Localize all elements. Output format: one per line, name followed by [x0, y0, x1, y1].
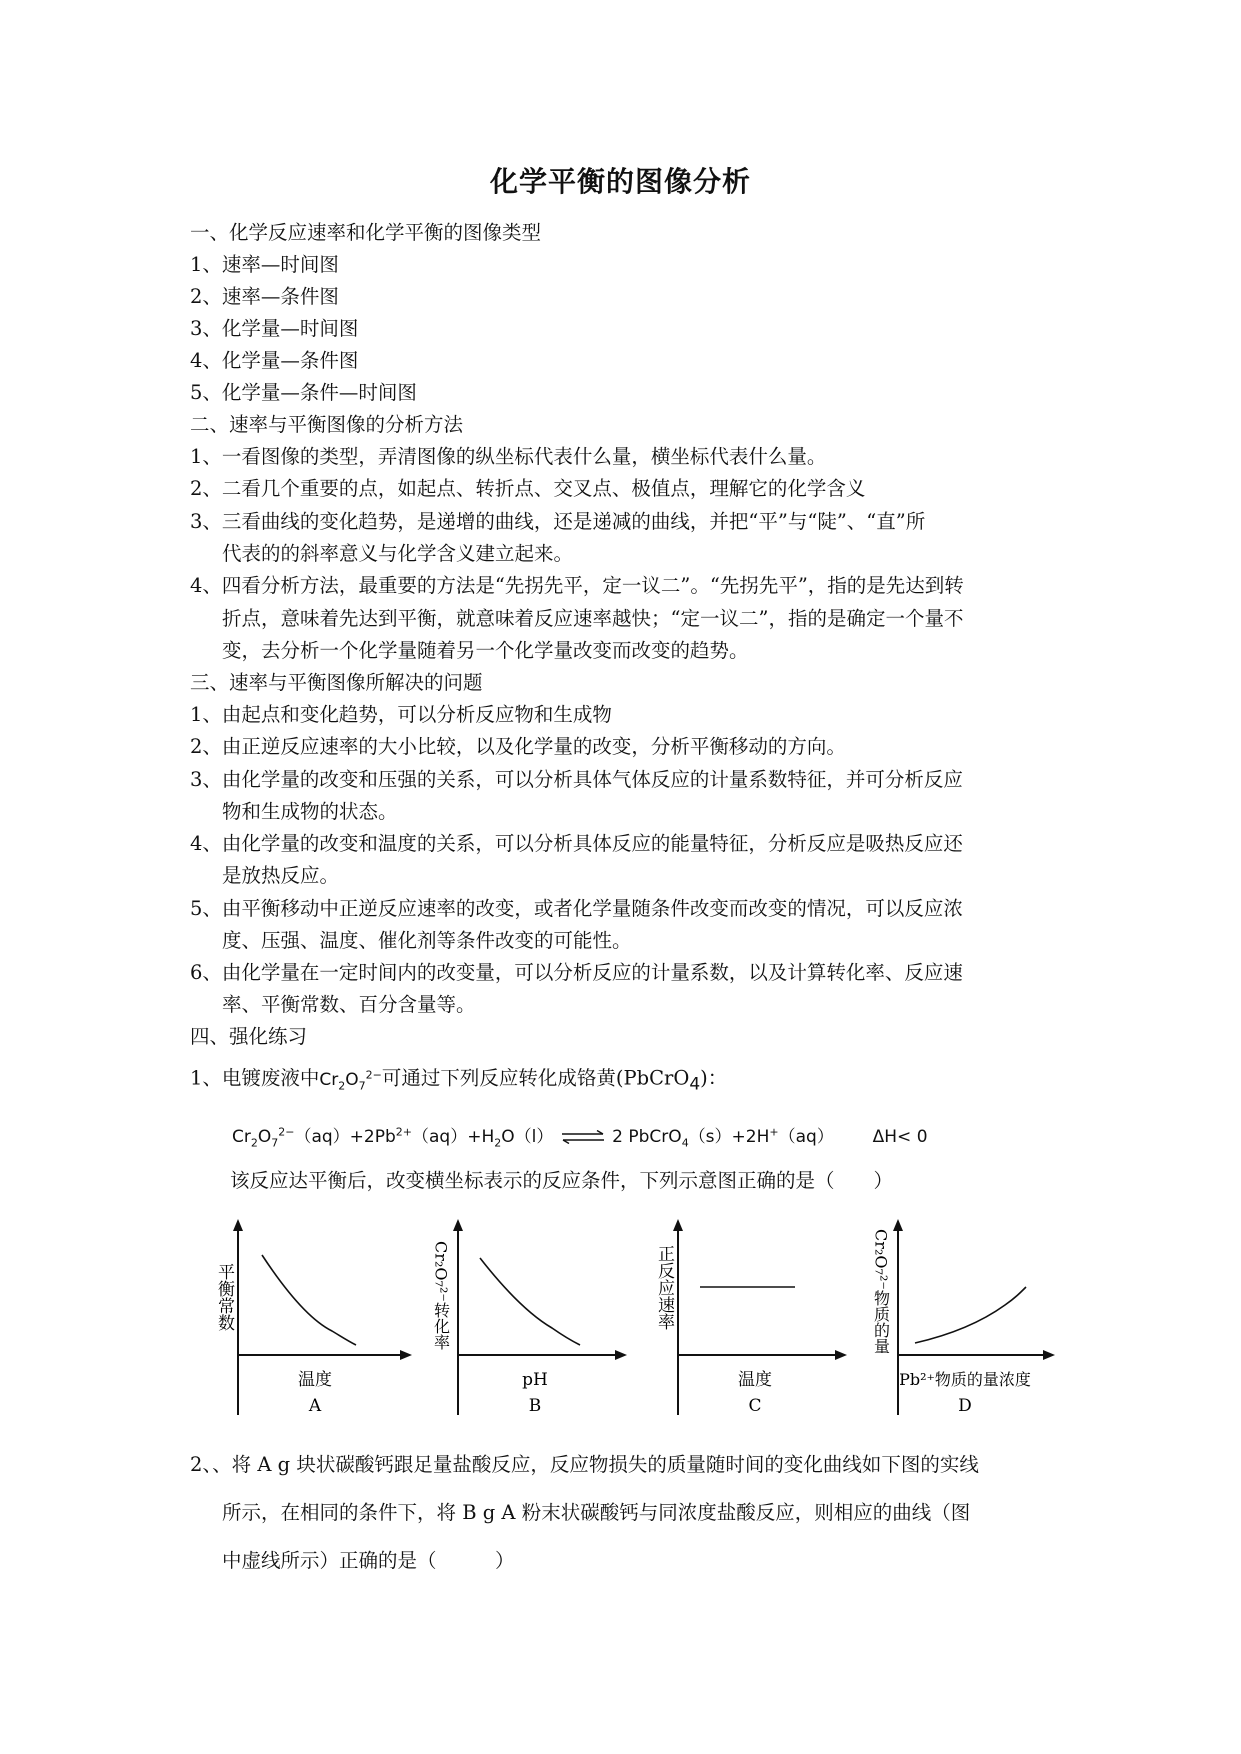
list-item: 4、化学量—条件图: [190, 349, 359, 372]
question-1-line: 1、电镀废液中$Cr_2O_7^{2-}$可通过下列反应转化成铬黄(PbCrO$_4$)：: [190, 1066, 728, 1095]
list-item: 6、由化学量在一定时间内的改变量，可以分析反应的计量系数，以及计算转化率、反应速: [190, 961, 963, 984]
list-item: 4、四看分析方法，最重要的方法是“先拐先平，定一议二”。“先拐先平”，指的是先达到转: [190, 574, 964, 597]
option-graphs: [190, 1215, 1070, 1435]
list-item-continuation: 代表的的斜率意义与化学含义建立起来。: [222, 542, 574, 565]
page-title: 化学平衡的图像分析: [489, 165, 751, 198]
y-axis-label: 正反应速率: [654, 1245, 674, 1330]
q1-prefix: 1、电镀废液中: [190, 1066, 320, 1090]
enthalpy-change: ΔH< 0: [872, 1127, 928, 1147]
curve-increasing: [915, 1287, 1026, 1343]
question-2-line: 2、、将 A g 块状碳酸钙跟足量盐酸反应，反应物损失的质量随时间的变化曲线如下图的实线: [190, 1453, 979, 1476]
option-letter: D: [958, 1396, 972, 1416]
list-item: 1、一看图像的类型，弄清图像的纵坐标代表什么量，横坐标代表什么量。: [190, 445, 827, 468]
list-item: 3、由化学量的改变和压强的关系，可以分析具体气体反应的计量系数特征，并可分析反应: [190, 768, 963, 791]
list-item: 5、化学量—条件—时间图: [190, 381, 417, 404]
x-axis-label: 温度: [298, 1370, 332, 1390]
question-2-continuation: 中虚线所示）正确的是（ ）: [222, 1549, 515, 1572]
reaction-equation: $Cr_2O_7^{2-}(aq)+2Pb^{2+}(aq)+H_2O(l)$ 2 PbCrO$_4$（s）+2H+（aq） ΔH< 0: [232, 1125, 928, 1150]
list-item: 1、由起点和变化趋势，可以分析反应物和生成物: [190, 703, 612, 726]
curve-decreasing: [480, 1258, 580, 1345]
list-item-continuation: 度、压强、温度、催化剂等条件改变的可能性。: [222, 929, 632, 952]
list-item: 2、二看几个重要的点，如起点、转折点、交叉点、极值点，理解它的化学含义: [190, 477, 866, 500]
list-item: 2、速率—条件图: [190, 285, 339, 308]
list-item-continuation: 是放热反应。: [222, 864, 340, 887]
x-axis-label: pH: [522, 1370, 548, 1390]
list-item-continuation: 变，去分析一个化学量随着另一个化学量改变而改变的趋势。: [222, 639, 749, 662]
graph-a: [214, 1219, 412, 1416]
y-axis-label: 平衡常数: [214, 1263, 234, 1331]
question-1-stem: 该反应达平衡后，改变横坐标表示的反应条件，下列示意图正确的是（ ）: [230, 1169, 894, 1192]
q1-middle: 可通过下列反应转化成铬黄(PbCrO: [381, 1066, 690, 1090]
list-item: 5、由平衡移动中正逆反应速率的改变，或者化学量随条件改变而改变的情况，可以反应浓: [190, 897, 963, 920]
option-letter: C: [748, 1396, 762, 1416]
section-2-heading: 二、速率与平衡图像的分析方法: [190, 413, 464, 436]
equilibrium-arrow-icon: [561, 1130, 605, 1144]
option-letter: B: [528, 1396, 542, 1416]
list-item: 1、速率—时间图: [190, 253, 339, 276]
graph-c: [654, 1219, 847, 1416]
x-axis-label: Pb²⁺物质的量浓度: [899, 1370, 1031, 1389]
section-3-heading: 三、速率与平衡图像所解决的问题: [190, 671, 483, 694]
list-item: 4、由化学量的改变和温度的关系，可以分析具体反应的能量特征，分析反应是吸热反应还: [190, 832, 963, 855]
list-item: 2、由正逆反应速率的大小比较，以及化学量的改变，分析平衡移动的方向。: [190, 735, 846, 758]
option-letter: A: [308, 1396, 322, 1416]
list-item-continuation: 率、平衡常数、百分含量等。: [222, 993, 476, 1016]
section-4-heading: 四、强化练习: [190, 1025, 308, 1048]
question-2-continuation: 所示，在相同的条件下，将 B g A 粉末状碳酸钙与同浓度盐酸反应，则相应的曲线（图: [222, 1501, 971, 1524]
graph-b: [432, 1219, 628, 1416]
list-item: 3、化学量—时间图: [190, 317, 359, 340]
y-axis-label: Cr ₂O₇²⁻转化率: [431, 1241, 451, 1350]
x-axis-label: 温度: [738, 1370, 772, 1390]
list-item-continuation: 物和生成物的状态。: [222, 800, 398, 823]
y-axis-label: Cr ₂O₇²⁻物质的量: [871, 1229, 891, 1354]
curve-decreasing: [262, 1255, 356, 1345]
list-item-continuation: 折点，意味着先达到平衡，就意味着反应速率越快；“定一议二”，指的是确定一个量不: [222, 607, 964, 630]
section-1-heading: 一、化学反应速率和化学平衡的图像类型: [190, 221, 542, 244]
dichromate-ion: $Cr_2O_7^{2-}$: [319, 1068, 382, 1093]
list-item: 3、三看曲线的变化趋势，是递增的曲线，还是递减的曲线，并把“平”与“陡”、“直”所: [190, 510, 926, 533]
graph-d: [872, 1219, 1056, 1416]
